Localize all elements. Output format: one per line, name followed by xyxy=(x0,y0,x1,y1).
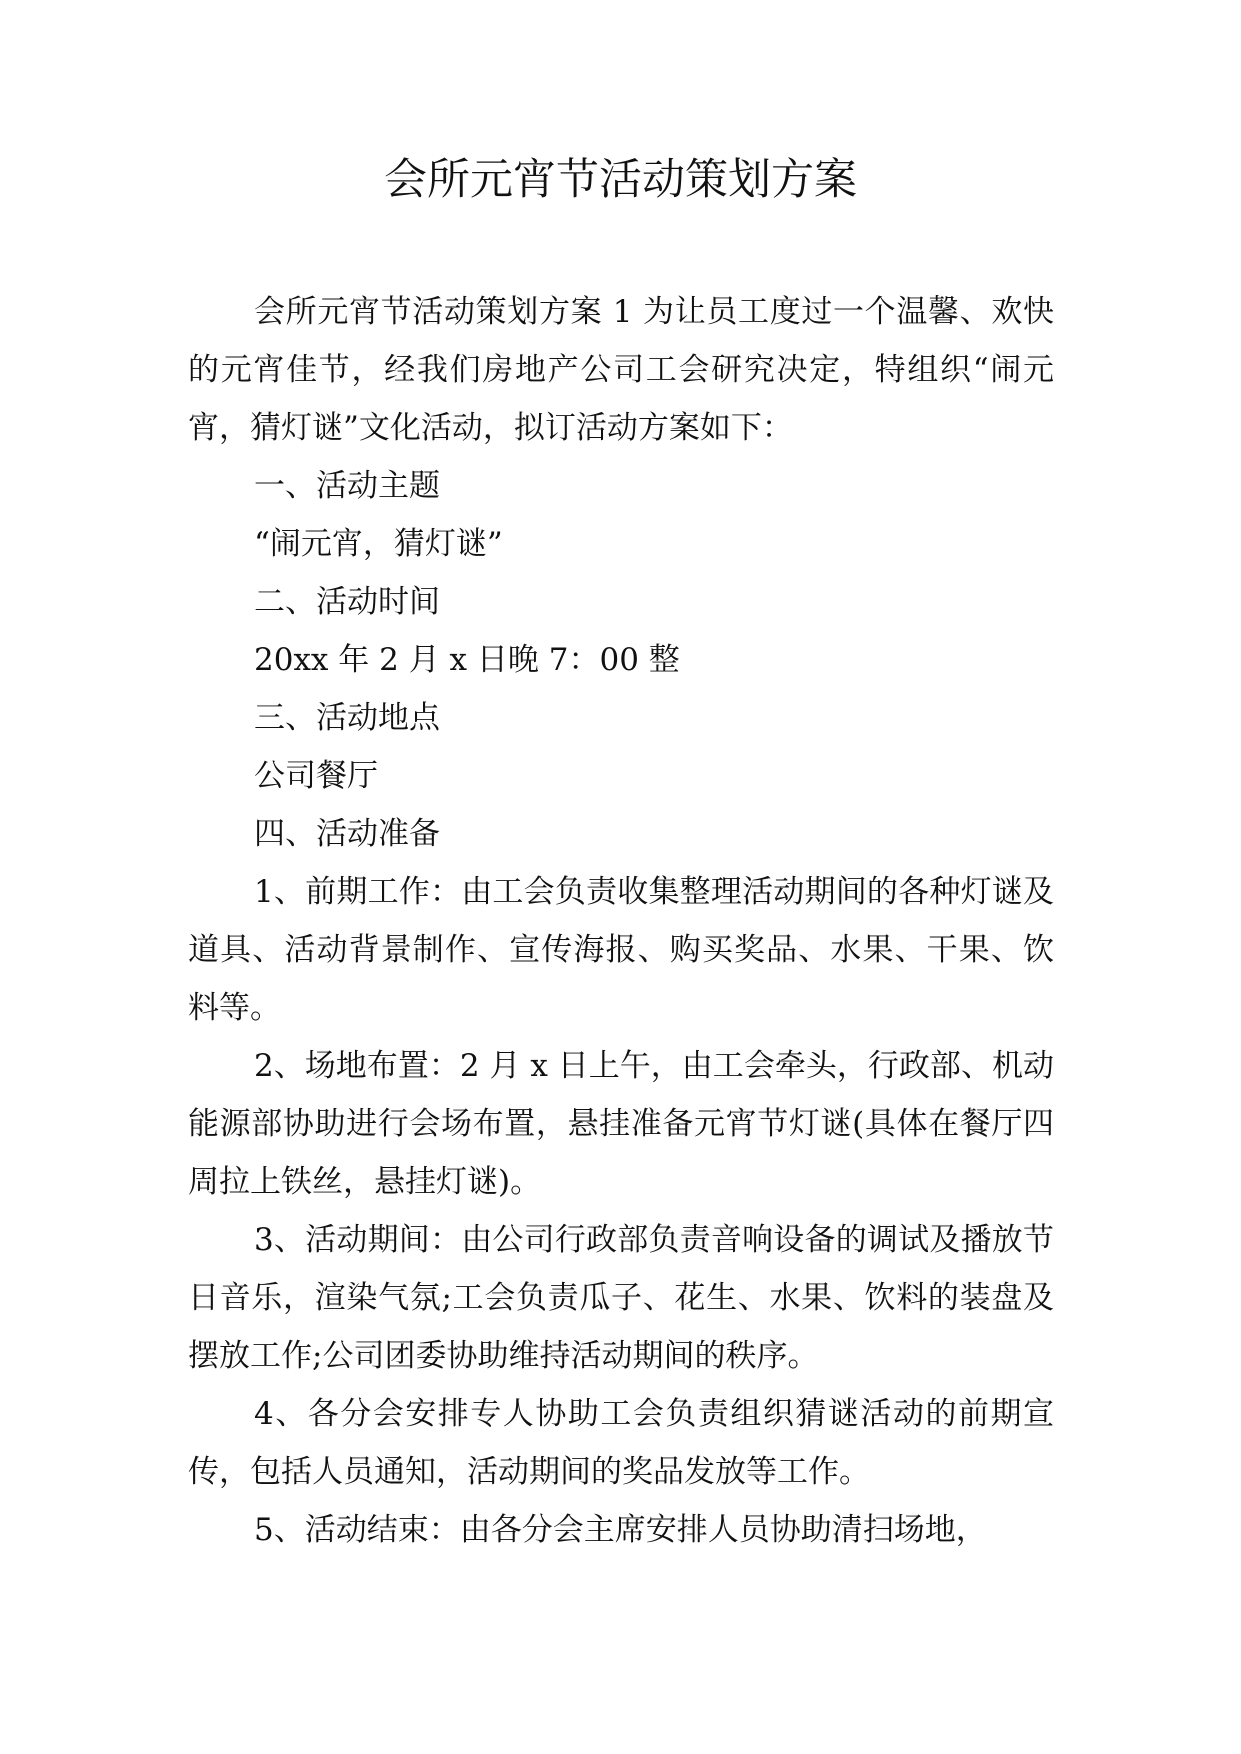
preparation-item-2: 2、场地布置：2 月 x 日上午，由工会牵头，行政部、机动能源部协助进行会场布置，悬挂准备元宵节灯谜(具体在餐厅四周拉上铁丝，悬挂灯谜)。 xyxy=(188,1048,1054,1200)
location-text: 公司餐厅 xyxy=(254,758,378,794)
preparation-item-4: 4、各分会安排专人协助工会负责组织猜谜活动的前期宣传，包括人员通知，活动期间的奖品发放等工作。 xyxy=(188,1396,1054,1490)
section-heading-theme: 一、活动主题 xyxy=(254,468,440,504)
section-heading-preparation: 四、活动准备 xyxy=(254,816,440,852)
section-heading-time: 二、活动时间 xyxy=(254,584,440,620)
intro-paragraph: 会所元宵节活动策划方案 1 为让员工度过一个温馨、欢快的元宵佳节，经我们房地产公司工会研究决定，特组织“闹元宵，猜灯谜”文化活动，拟订活动方案如下： xyxy=(188,294,1054,446)
theme-text: “闹元宵，猜灯谜” xyxy=(254,526,503,562)
preparation-item-1: 1、前期工作：由工会负责收集整理活动期间的各种灯谜及道具、活动背景制作、宣传海报、购买奖品、水果、干果、饮料等。 xyxy=(188,874,1054,1026)
time-text: 20xx 年 2 月 x 日晚 7：00 整 xyxy=(254,642,680,678)
document-title: 会所元宵节活动策划方案 xyxy=(384,155,857,205)
section-heading-location: 三、活动地点 xyxy=(254,700,440,736)
preparation-item-5: 5、活动结束：由各分会主席安排人员协助清扫场地， xyxy=(254,1512,987,1548)
document-body xyxy=(188,283,1054,1559)
preparation-item-3: 3、活动期间：由公司行政部负责音响设备的调试及播放节日音乐，渲染气氛;工会负责瓜子、花生、水果、饮料的装盘及摆放工作;公司团委协助维持活动期间的秩序。 xyxy=(188,1222,1054,1374)
